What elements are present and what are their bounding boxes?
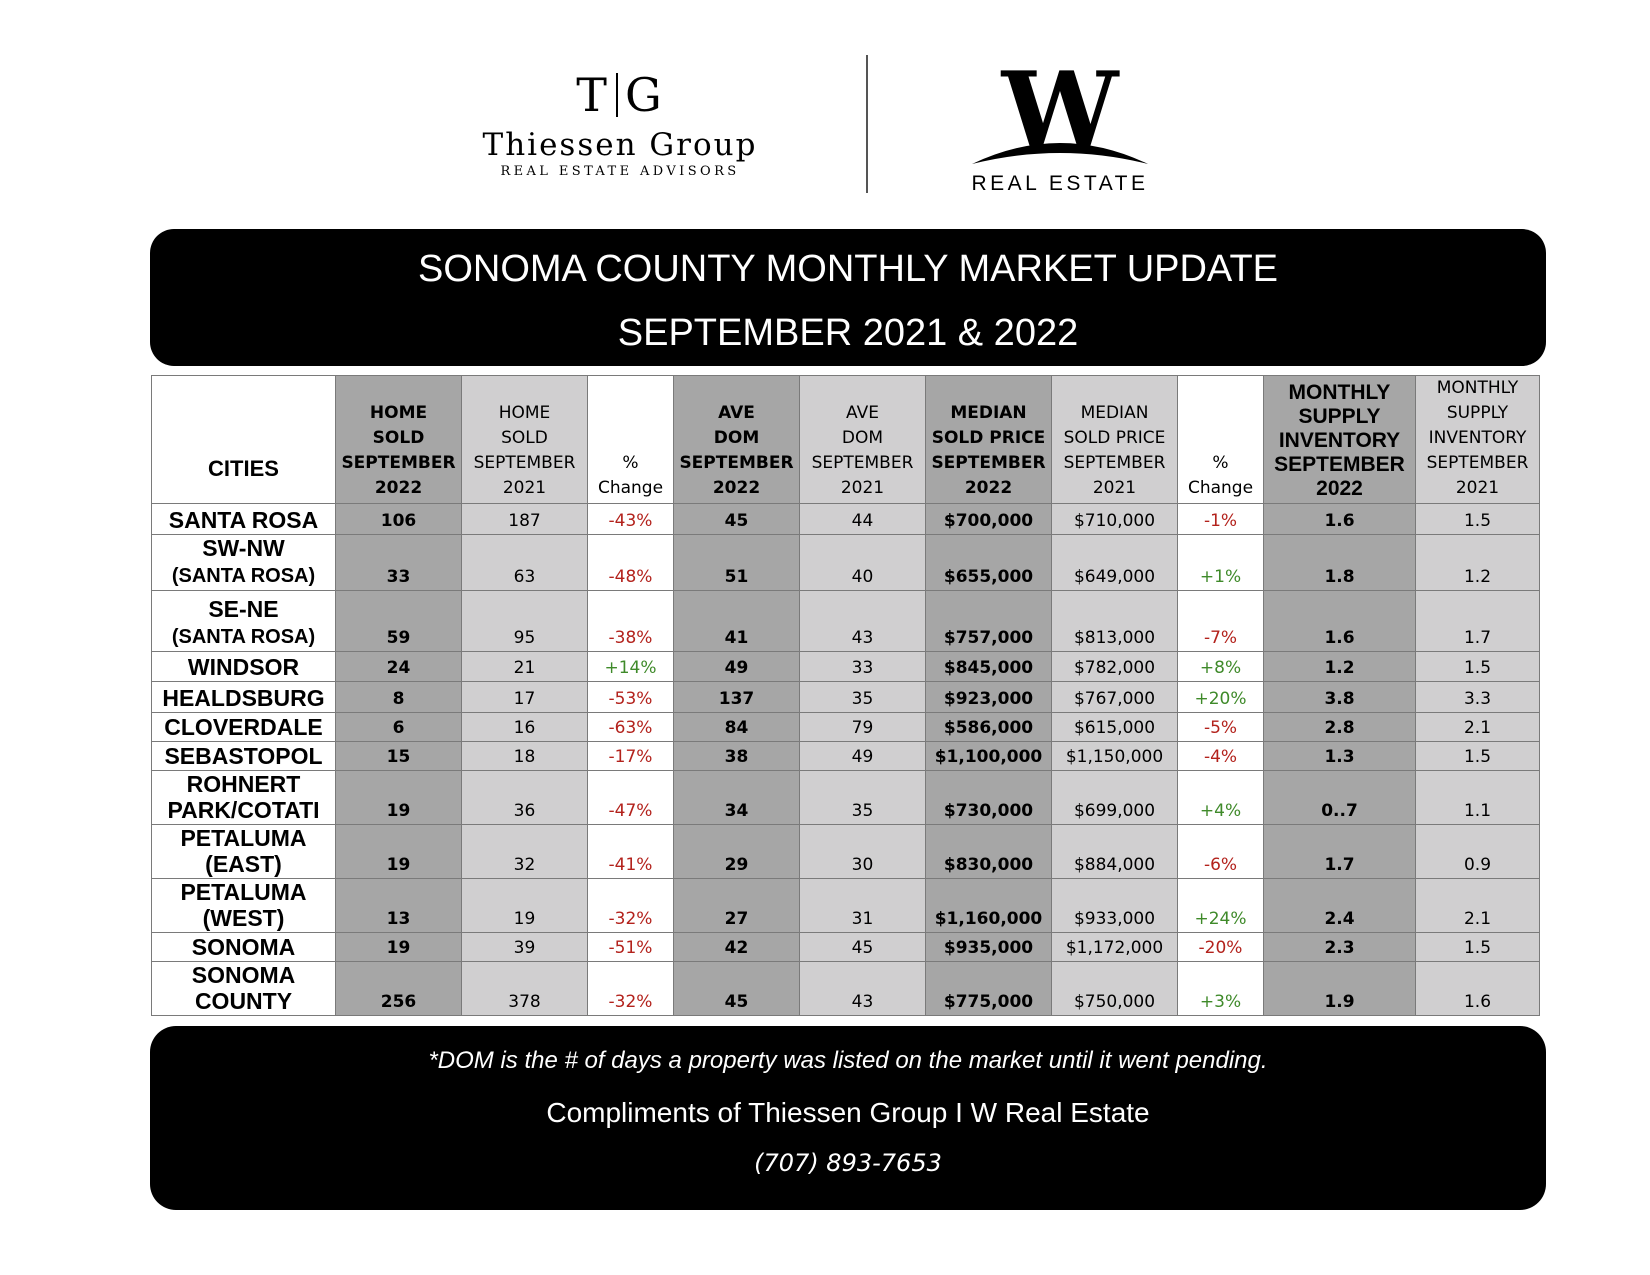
- cell-sold-2021: 19: [462, 879, 588, 933]
- cell-city: [152, 535, 336, 591]
- table-row: [152, 933, 1540, 962]
- cell-supply-2021: 3.3: [1416, 682, 1540, 713]
- cell-price-2022: $935,000: [926, 933, 1052, 962]
- cell-price-2022: $830,000: [926, 825, 1052, 879]
- col-header-price-2022: [926, 376, 1052, 504]
- city-name-line: PETALUMA: [180, 825, 307, 851]
- header-line: 2021: [502, 478, 547, 498]
- table-row: [152, 652, 1540, 682]
- cell-price-change: +20%: [1178, 682, 1264, 713]
- cell-supply-2022: 1.7: [1264, 825, 1416, 879]
- cell-sold-2022: 256: [336, 962, 462, 1016]
- cell-dom-2021: 35: [800, 682, 926, 713]
- cell-supply-2021: 1.5: [1416, 504, 1540, 535]
- cell-sold-change: -53%: [588, 682, 674, 713]
- header-line: INVENTORY: [1428, 428, 1527, 448]
- tg-tagline: REAL ESTATE ADVISORS: [500, 164, 740, 179]
- cell-price-2021: $767,000: [1052, 682, 1178, 713]
- cell-price-change: -6%: [1178, 825, 1264, 879]
- cell-city: [152, 825, 336, 879]
- cell-sold-change: -48%: [588, 535, 674, 591]
- cell-price-change: +8%: [1178, 652, 1264, 682]
- cell-city: [152, 962, 336, 1016]
- cell-sold-2021: 18: [462, 742, 588, 771]
- header-line: Change: [1187, 478, 1254, 498]
- cell-price-change: -4%: [1178, 742, 1264, 771]
- cell-supply-2021: 1.5: [1416, 742, 1540, 771]
- cell-price-2022: $655,000: [926, 535, 1052, 591]
- cell-dom-2021: 33: [800, 652, 926, 682]
- cell-price-2022: $757,000: [926, 591, 1052, 652]
- svg-text:W: W: [1001, 60, 1119, 170]
- cell-supply-2021: 1.6: [1416, 962, 1540, 1016]
- city-name-line: ROHNERT: [186, 771, 301, 797]
- city-name-line: (SANTA ROSA): [171, 626, 316, 648]
- col-header-price-change: [1178, 376, 1264, 504]
- page-subtitle: SEPTEMBER 2021 & 2022: [617, 312, 1079, 354]
- city-name-line: SEBASTOPOL: [164, 743, 323, 769]
- table-row: [152, 591, 1540, 652]
- cell-price-2022: $700,000: [926, 504, 1052, 535]
- cell-supply-2021: 1.2: [1416, 535, 1540, 591]
- cell-sold-2021: 32: [462, 825, 588, 879]
- cell-sold-2022: 19: [336, 771, 462, 825]
- header-line: 2021: [1092, 478, 1137, 498]
- cell-city: [152, 771, 336, 825]
- header-line: 2021: [1455, 478, 1500, 498]
- city-name-line: SONOMA: [191, 934, 296, 960]
- cell-price-2021: $649,000: [1052, 535, 1178, 591]
- cell-sold-2022: 19: [336, 825, 462, 879]
- tg-name: Thiessen Group: [482, 127, 758, 163]
- cell-sold-change: -32%: [588, 879, 674, 933]
- col-header-cities: [152, 376, 336, 504]
- table-row: [152, 713, 1540, 742]
- cell-price-2021: $813,000: [1052, 591, 1178, 652]
- header-line: 2022: [712, 478, 761, 498]
- table-row: [152, 682, 1540, 713]
- cell-city: [152, 713, 336, 742]
- col-header-sold-2021: [462, 376, 588, 504]
- col-header-supply-2021: [1416, 376, 1540, 504]
- cell-dom-2022: 45: [674, 504, 800, 535]
- cell-price-2021: $1,172,000: [1052, 933, 1178, 962]
- cell-sold-2022: 19: [336, 933, 462, 962]
- footer-banner: [150, 1026, 1546, 1210]
- header-line: HOME: [498, 403, 551, 423]
- cell-dom-2022: 137: [674, 682, 800, 713]
- header-line: SOLD: [372, 428, 425, 448]
- cell-sold-change: -32%: [588, 962, 674, 1016]
- cell-price-2021: $750,000: [1052, 962, 1178, 1016]
- market-table: [151, 375, 1540, 1016]
- cell-supply-2021: 1.5: [1416, 933, 1540, 962]
- header-line: SUPPLY: [1446, 403, 1509, 423]
- header-banner: [150, 229, 1546, 366]
- cell-supply-2022: 1.9: [1264, 962, 1416, 1016]
- header-line: 2022: [1316, 477, 1363, 500]
- header-line: SOLD PRICE: [1063, 428, 1166, 448]
- header-line: 2022: [374, 478, 423, 498]
- cell-sold-2022: 8: [336, 682, 462, 713]
- cell-price-change: -7%: [1178, 591, 1264, 652]
- cell-sold-2022: 15: [336, 742, 462, 771]
- city-name-line: PETALUMA: [180, 879, 307, 905]
- city-name-line: SW-NW: [202, 535, 285, 561]
- cell-sold-2022: 59: [336, 591, 462, 652]
- cell-price-2022: $775,000: [926, 962, 1052, 1016]
- cell-dom-2021: 79: [800, 713, 926, 742]
- cell-dom-2021: 43: [800, 962, 926, 1016]
- header-line: MONTHLY: [1288, 381, 1391, 404]
- cell-dom-2022: 34: [674, 771, 800, 825]
- cell-sold-change: +14%: [588, 652, 674, 682]
- city-name-line: SONOMA: [191, 962, 296, 988]
- header-row: [152, 376, 1540, 504]
- cell-supply-2021: 2.1: [1416, 879, 1540, 933]
- cell-sold-change: -43%: [588, 504, 674, 535]
- dom-footnote: *DOM is the # of days a property was listed on the market until it went pending.: [428, 1047, 1268, 1074]
- city-name-line: WINDSOR: [187, 654, 300, 680]
- header-line: Change: [597, 478, 664, 498]
- cell-dom-2022: 38: [674, 742, 800, 771]
- cell-price-change: -1%: [1178, 504, 1264, 535]
- cell-dom-2022: 29: [674, 825, 800, 879]
- w-tagline: REAL ESTATE: [971, 172, 1149, 195]
- header-line: CITIES: [208, 456, 279, 481]
- city-name-line: SE-NE: [208, 596, 279, 622]
- header-line: MONTHLY: [1436, 378, 1519, 398]
- header-line: SEPTEMBER: [931, 453, 1046, 473]
- header-line: %: [622, 453, 639, 473]
- cell-sold-2021: 63: [462, 535, 588, 591]
- col-header-dom-2022: [674, 376, 800, 504]
- cell-city: [152, 682, 336, 713]
- cell-price-change: +24%: [1178, 879, 1264, 933]
- col-header-sold-change: [588, 376, 674, 504]
- cell-price-2021: $615,000: [1052, 713, 1178, 742]
- header-line: SEPTEMBER: [341, 453, 456, 473]
- header-line: 2021: [840, 478, 885, 498]
- col-header-sold-2022: [336, 376, 462, 504]
- cell-sold-2021: 36: [462, 771, 588, 825]
- cell-sold-2021: 187: [462, 504, 588, 535]
- cell-price-2021: $933,000: [1052, 879, 1178, 933]
- cell-dom-2021: 31: [800, 879, 926, 933]
- cell-price-2022: $586,000: [926, 713, 1052, 742]
- cell-supply-2021: 1.5: [1416, 652, 1540, 682]
- cell-supply-2022: 1.8: [1264, 535, 1416, 591]
- cell-supply-2022: 2.8: [1264, 713, 1416, 742]
- city-name-line: COUNTY: [194, 988, 293, 1014]
- cell-sold-2021: 95: [462, 591, 588, 652]
- header-line: DOM: [713, 428, 760, 448]
- cell-supply-2022: 1.6: [1264, 591, 1416, 652]
- table-row: [152, 962, 1540, 1016]
- cell-dom-2021: 35: [800, 771, 926, 825]
- col-header-dom-2021: [800, 376, 926, 504]
- cell-sold-change: -41%: [588, 825, 674, 879]
- cell-city: [152, 591, 336, 652]
- cell-price-change: +4%: [1178, 771, 1264, 825]
- cell-dom-2022: 27: [674, 879, 800, 933]
- col-header-price-2021: [1052, 376, 1178, 504]
- city-name-line: SANTA ROSA: [168, 507, 319, 533]
- compliments-text: Compliments of Thiessen Group I W Real Estate: [546, 1097, 1150, 1128]
- cell-price-change: -5%: [1178, 713, 1264, 742]
- cell-price-2021: $710,000: [1052, 504, 1178, 535]
- cell-city: [152, 933, 336, 962]
- cell-price-2021: $1,150,000: [1052, 742, 1178, 771]
- cell-sold-2021: 17: [462, 682, 588, 713]
- page-title: SONOMA COUNTY MONTHLY MARKET UPDATE: [417, 248, 1279, 290]
- cell-supply-2022: 1.3: [1264, 742, 1416, 771]
- cell-dom-2022: 45: [674, 962, 800, 1016]
- table-row: [152, 535, 1540, 591]
- cell-supply-2022: 2.4: [1264, 879, 1416, 933]
- cell-dom-2022: 84: [674, 713, 800, 742]
- cell-supply-2022: 1.2: [1264, 652, 1416, 682]
- col-header-supply-2022: [1264, 376, 1416, 504]
- cell-dom-2021: 30: [800, 825, 926, 879]
- cell-sold-change: -51%: [588, 933, 674, 962]
- header-line: DOM: [841, 428, 884, 448]
- header-line: SEPTEMBER: [473, 453, 576, 473]
- cell-dom-2022: 41: [674, 591, 800, 652]
- table-row: [152, 504, 1540, 535]
- header-line: INVENTORY: [1278, 429, 1401, 452]
- cell-sold-2021: 378: [462, 962, 588, 1016]
- cell-city: [152, 879, 336, 933]
- header-line: SOLD: [501, 428, 548, 448]
- cell-supply-2022: 0..7: [1264, 771, 1416, 825]
- cell-sold-2021: 16: [462, 713, 588, 742]
- cell-city: [152, 652, 336, 682]
- w-real-estate-logo: [960, 60, 1160, 196]
- cell-supply-2021: 1.7: [1416, 591, 1540, 652]
- cell-price-2022: $845,000: [926, 652, 1052, 682]
- cell-dom-2021: 45: [800, 933, 926, 962]
- cell-price-2022: $730,000: [926, 771, 1052, 825]
- header-line: SEPTEMBER: [1274, 453, 1405, 476]
- tg-monogram: T G: [576, 68, 664, 122]
- cell-dom-2022: 42: [674, 933, 800, 962]
- city-name-line: (EAST): [205, 851, 282, 877]
- cell-sold-2022: 24: [336, 652, 462, 682]
- cell-price-2021: $782,000: [1052, 652, 1178, 682]
- cell-sold-2022: 106: [336, 504, 462, 535]
- cell-price-2022: $923,000: [926, 682, 1052, 713]
- header-line: MEDIAN: [950, 403, 1027, 423]
- cell-price-change: -20%: [1178, 933, 1264, 962]
- cell-supply-2022: 2.3: [1264, 933, 1416, 962]
- cell-dom-2022: 51: [674, 535, 800, 591]
- city-name-line: HEALDSBURG: [162, 685, 325, 711]
- header-line: HOME: [369, 403, 428, 423]
- header-line: SUPPLY: [1298, 405, 1381, 428]
- city-name-line: (SANTA ROSA): [171, 565, 316, 587]
- cell-sold-change: -47%: [588, 771, 674, 825]
- header-line: 2022: [964, 478, 1013, 498]
- thiessen-group-logo: [470, 70, 770, 179]
- cell-price-2021: $699,000: [1052, 771, 1178, 825]
- cell-price-2022: $1,160,000: [926, 879, 1052, 933]
- cell-sold-change: -38%: [588, 591, 674, 652]
- header-line: SEPTEMBER: [679, 453, 794, 473]
- cell-dom-2021: 44: [800, 504, 926, 535]
- phone-number: (707) 893-7653: [754, 1149, 942, 1177]
- cell-sold-2022: 33: [336, 535, 462, 591]
- w-logo-icon: [960, 60, 1160, 170]
- header-line: %: [1212, 453, 1229, 473]
- cell-dom-2021: 49: [800, 742, 926, 771]
- city-name-line: CLOVERDALE: [164, 714, 323, 740]
- table-row: [152, 742, 1540, 771]
- city-name-line: (WEST): [202, 905, 285, 931]
- cell-sold-change: -63%: [588, 713, 674, 742]
- cell-dom-2021: 43: [800, 591, 926, 652]
- cell-supply-2021: 2.1: [1416, 713, 1540, 742]
- cell-supply-2021: 1.1: [1416, 771, 1540, 825]
- table-row: [152, 879, 1540, 933]
- header-line: SOLD PRICE: [931, 428, 1046, 448]
- logo-divider: [866, 55, 868, 193]
- city-name-line: PARK/COTATI: [167, 797, 320, 823]
- cell-city: [152, 504, 336, 535]
- header-line: SEPTEMBER: [1426, 453, 1529, 473]
- cell-dom-2021: 40: [800, 535, 926, 591]
- cell-sold-change: -17%: [588, 742, 674, 771]
- cell-price-change: +1%: [1178, 535, 1264, 591]
- header-line: MEDIAN: [1080, 403, 1149, 423]
- cell-city: [152, 742, 336, 771]
- cell-supply-2022: 1.6: [1264, 504, 1416, 535]
- cell-dom-2022: 49: [674, 652, 800, 682]
- table-row: [152, 771, 1540, 825]
- header-line: AVE: [718, 403, 755, 423]
- cell-price-2022: $1,100,000: [926, 742, 1052, 771]
- header-line: SEPTEMBER: [811, 453, 914, 473]
- cell-supply-2022: 3.8: [1264, 682, 1416, 713]
- cell-sold-2022: 13: [336, 879, 462, 933]
- header-line: SEPTEMBER: [1063, 453, 1166, 473]
- cell-supply-2021: 0.9: [1416, 825, 1540, 879]
- cell-sold-2021: 21: [462, 652, 588, 682]
- cell-price-2021: $884,000: [1052, 825, 1178, 879]
- table-row: [152, 825, 1540, 879]
- cell-sold-2022: 6: [336, 713, 462, 742]
- header-line: AVE: [846, 403, 879, 423]
- cell-sold-2021: 39: [462, 933, 588, 962]
- cell-price-change: +3%: [1178, 962, 1264, 1016]
